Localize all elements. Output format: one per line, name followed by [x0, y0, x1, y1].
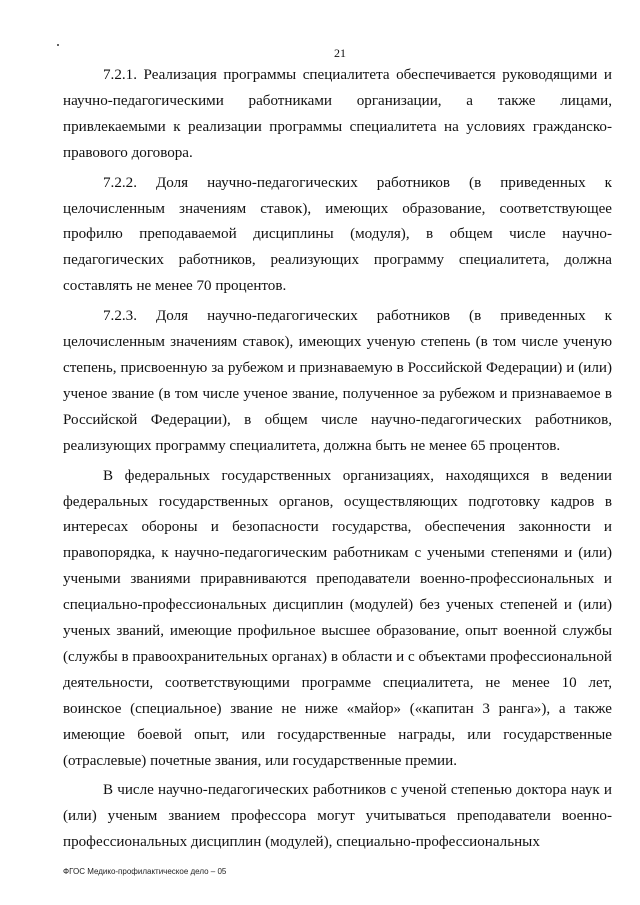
- paragraph-7-2-3: 7.2.3. Доля научно-педагогических работников (в приведенных к целочисленным значениям ставок), имеющих ученую степень (в том числе ученую степень, присвоенную за рубежом и признаваемую в Российской Федерации) и (или) ученое звание (в том числе ученое звание, полученное за рубежом и признаваемое в Российской Федерации), в общем числе научно-педагогических работников, реализующих программу специалитета, должна быть не менее 65 процентов.: [63, 308, 612, 454]
- paragraph-federal-organizations: В федеральных государственных организациях, находящихся в ведении федеральных государственных органов, осуществляющих подготовку кадров в интересах обороны и безопасности государства, обеспечения законности и правопорядка, к научно-педагогическим работникам с учеными степенями и (или) учеными званиями приравниваются преподаватели военно-профессиональных и специально-профессиональных дисциплин (модулей) без ученых степеней и (или) ученых званий, имеющие профильное высшее образование, опыт военной службы (службы в правоохранительных органах) в области и с объектами профессиональной деятельности, соответствующими программе специалитета, не менее 10 лет, воинское (специальное) звание не ниже «майор» («капитан 3 ранга»), а также имеющие боевой опыт, или государственные награды, или государственные (отраслевые) почетные звания, или государственные премии.: [63, 467, 612, 769]
- paragraph-doctor-professors: В числе научно-педагогических работников с ученой степенью доктора наук и (или) ученым званием профессора могут учитываться преподаватели военно-профессиональных дисциплин (модулей), специально-профессиональных: [63, 782, 612, 851]
- document-footer: ФГОС Медико-профилактическое дело – 05: [63, 867, 227, 876]
- document-body: [63, 63, 612, 856]
- paragraph-7-2-1: 7.2.1. Реализация программы специалитета обеспечивается руководящими и научно-педагогическими работниками организации, а также лицами, привлекаемыми к реализации программы специалитета на условиях гражданско-правового договора.: [63, 67, 612, 161]
- page-number: 21: [334, 46, 346, 60]
- paragraph-7-2-2: 7.2.2. Доля научно-педагогических работников (в приведенных к целочисленным значениям ставок), имеющих образование, соответствующее профилю преподаваемой дисциплины (модуля), в общем числе научно-педагогических работников, реализующих программу специалитета, должна составлять не менее 70 процентов.: [63, 174, 612, 295]
